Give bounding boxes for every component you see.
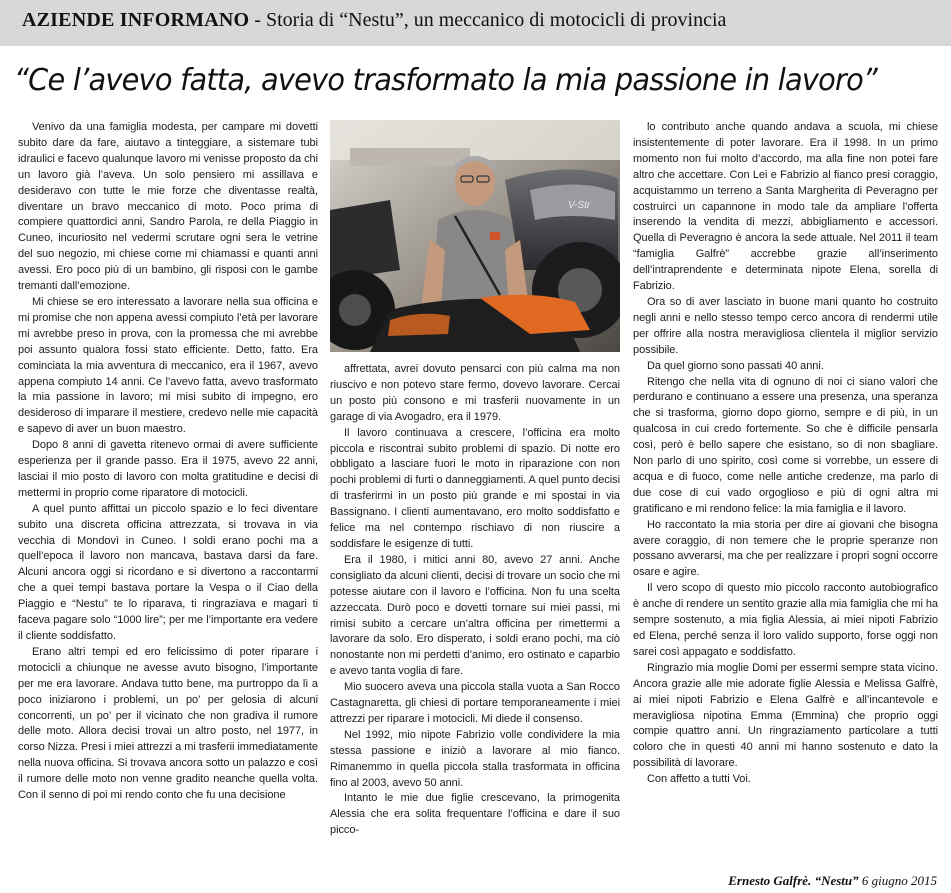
article-paragraph: Era il 1980, i mitici anni 80, avevo 27 anni. Anche consigliato da alcuni clienti, decisi di trovare un socio che mi potesse aiutare con il lavoro e l’officina. Non fu una scelta azzeccata. Durò poco e dovetti tornare sui miei passi, mi rimisi subito a cercare un’altra officina per rimettermi a lavorare da solo. Ero disperato, i soldi erano pochi, ma ciò nonostante non mi perdetti d’animo, ero ostinato e caparbio e avevo tanta voglia di fare. (330, 553, 620, 678)
header-bar (0, 0, 951, 46)
signature-date: 6 giugno 2015 (861, 873, 937, 888)
photo-mechanic-with-motorcycle-icon (330, 120, 620, 352)
article-paragraph: Da quel giorno sono passati 40 anni. (647, 359, 824, 372)
header-subtitle: Storia di “Nestu”, un meccanico di motocicli di provincia (265, 9, 727, 31)
article-paragraph: Intanto le mie due figlie crescevano, la primogenita Alessia che era solita frequentare l’officina e dare il suo picco- (330, 792, 620, 837)
article-paragraph: Ho raccontato la mia storia per dire ai giovani che bisogna avere coraggio, di non temere che le proprie speranze non possano avverarsi, ma che per realizzare i propri sogni occorre osare e agire. (633, 518, 938, 579)
article-paragraph: Nel 1992, mio nipote Fabrizio volle condividere la mia stessa passione e iniziò a lavorare al mio fianco. Rimanemmo in quella piccola stalla trasformata in officina fino al 2003, avevo 50 anni. (330, 728, 620, 789)
signature-name: Ernesto Galfrè. (728, 873, 812, 888)
section-label: AZIENDE INFORMANO (22, 9, 250, 31)
article-paragraph: Dopo 8 anni di gavetta ritenevo ormai di avere sufficiente esperienza per il grande passo. Era il 1975, avevo 22 anni, lasciai il mio posto di lavoro con molta gratitudine e decisi di mettermi in proprio come riparatore di motocicli. (18, 439, 318, 499)
article-photo (330, 120, 620, 352)
article-column-left (18, 120, 318, 890)
article-paragraph: Ora so di aver lasciato in buone mani quanto ho costruito negli anni e nello stesso tempo cerco ancora di rendermi utile per offrire alla nostra meravigliosa clientela il miglior servizio possibile. (633, 295, 938, 356)
article-paragraph: Il lavoro continuava a crescere, l’officina era molto piccola e riscontrai subito problemi di spazio. Di notte ero obbligato a lasciare fuori le moto in riparazione con non pochi problemi di furti o danneggiamenti. A quel punto decisi di trasferirmi in un posto più grande e mi spostai in via Bassignano. I clienti aumentavano, ero molto soddisfatto e felice ma nel contempo rischiavo di non riuscire a soddisfare le esigenze di tutti. (330, 426, 620, 550)
article-signature (728, 873, 937, 889)
article-paragraph: lo contributo anche quando andava a scuola, mi chiese insistentemente di poter lavorare. Era il 1998. In un primo momento non fui molto d’accordo, ma alla fine non potei fare altro che accettare. Con Lei e Fabrizio al fianco presi coraggio, acquistammo un terreno a Santa Margherita di Peveragno per costruirci un capannone in modo tale da ampliare l’offerta inserendo la vendita di mezzi, abbigliamento e accessori. Quella di Peveragno è ancora la sede attuale. Nel 2011 il team “famiglia Galfrè” accrebbe grazie all’inserimento dell’intraprendente e determinata nipote Elena, sorella di Fabrizio. (633, 121, 938, 293)
bike-model-text: V-Str (568, 200, 591, 211)
article-paragraph: Il vero scopo di questo mio piccolo racconto autobiografico è anche di rendere un sentito grazie alla mia famiglia che mi ha sempre sostenuto, a mia figlia Alessia, ai miei nipoti Fabrizio ed Elena, perché senza il loro valido supporto, forse oggi non sarei così appagato e soddisfatto. (633, 582, 938, 658)
article-column-middle (330, 120, 620, 890)
signature-nickname: “Nestu” (814, 873, 859, 888)
article-paragraph: Con affetto a tutti Voi. (647, 773, 751, 786)
header-separator: - (249, 9, 266, 31)
article-column-right (633, 120, 938, 890)
article-paragraph: Ritengo che nella vita di ognuno di noi ci siano valori che perdurano e continuano a essere una presenza, una speranza che si trasforma, giorno dopo giorno, sempre e di più, in un qualcosa in cui credo fortemente. So che è difficile pensarla così, però è bello sapere che esistano, so di non sbagliare. Non parlo di uno spirito, così come si vorrebbe, un essere di acqua e di fuoco, come nelle antiche credenze, ma parlo di due cose di cui vado orgoglioso e più di ogni altra mi gratificano e mi rendono felice: la mia famiglia e il lavoro. (633, 375, 938, 515)
article-paragraph: A quel punto affittai un piccolo spazio e lo feci diventare subito una discreta officina attrezzata, si trovava in via vecchia di Mondovì in Cuneo. I soldi erano pochi ma a quell’epoca il lavoro non mancava, bastava darsi da fare. Alcuni ancora oggi si ricordano e si divertono a raccontarmi che a quei tempi bastava portare la Vespa o il Ciao della Piaggio e “Nestu” te lo riparava, ti ringraziava e magari ti faceva pagare solo “1000 lire”; per me l’importante era vedere il cliente soddisfatto. (18, 502, 318, 642)
article-paragraph: Mio suocero aveva una piccola stalla vuota a San Rocco Castagnaretta, gli chiesi di portare temporaneamente i miei attrezzi per riparare i motocicli. Mi diede il consenso. (330, 681, 620, 725)
article-paragraph: affrettata, avrei dovuto pensarci con più calma ma non riuscivo e non potevo stare fermo, dovevo lavorare. Cercai un posto più consono e mi trasferii nuovamente in un garage di via Avogadro, era il 1979. (330, 363, 620, 423)
article-paragraph: Venivo da una famiglia modesta, per campare mi dovetti subito dare da fare, aiutavo a tinteggiare, a sistemare tubi idraulici e facevo qualunque lavoro mi venisse proposto da chi un lavoro già l’aveva. Un solo pensiero mi assillava e desideravo con tutte le mie forze che diventasse realtà, diventare un bravo meccanico di moto. Poco prima di compiere quattordici anni, Sandro Parola, re della Piaggio in Cuneo, incuriosito nel vedermi scrutare ogni sera le vetrine del suo negozio, mi chiese come mi chiamassi e quanti anni avessi. Ero poco più di un bambino, gli risposi con le gambe tremanti dall’emozione. (18, 121, 318, 293)
article-paragraph: Mi chiese se ero interessato a lavorare nella sua officina e mi promise che non appena avessi compiuto l’età per lavorare mi avrebbe preso in prova, con la promessa che mi avrebbe poi assunto qualora fossi stato efficiente. Detto, fatto. Era cominciata la mia avventura di meccanico, era il 1967, avevo appena compiuto 14 anni. Ce l’avevo fatta, avevo trasformato la mia passione in lavoro; mi misi subito di impegno, ero desideroso di imparare il mestiere, credevo nelle mie capacità e sapevo di aver un buon maestro. (18, 295, 318, 436)
article-headline: “Ce l’avevo fatta, avevo trasformato la mia passione in lavoro” (14, 63, 878, 98)
article-paragraph: Ringrazio mia moglie Domi per essermi sempre stata vicino. Ancora grazie alle mie adorate figlie Alessia e Melissa Galfrè, ai miei nipoti Fabrizio e Elena Galfrè e all’incantevole e meravigliosa nipotina Emma (Emmina) che proprio oggi compie quattro anni. Un ringraziamento particolare a tutti coloro che in questi 40 anni mi hanno sostenuto e dato la possibilità di lavorare. (633, 661, 938, 770)
article-paragraph: Erano altri tempi ed ero felicissimo di poter riparare i motocicli a chiunque ne avesse avuto bisogno, l’importante per me era lavorare. Andava tutto bene, ma purtroppo da lì a poco iniziarono i problemi, un po’ per gelosia di alcuni concorrenti, un po’ per il vicinato che non gradiva il rumore delle moto. Allora decisi trovai un altro posto, nel 1977, in corso Nizza. Presi i miei attrezzi a mi trasferii immediatamente nella nuova officina. Si trovava ancora sotto un palazzo e così il rumore delle moto non venne gradito neanche quella volta. Con il senno di poi mi rendo conto che fu una decisione (18, 645, 318, 802)
